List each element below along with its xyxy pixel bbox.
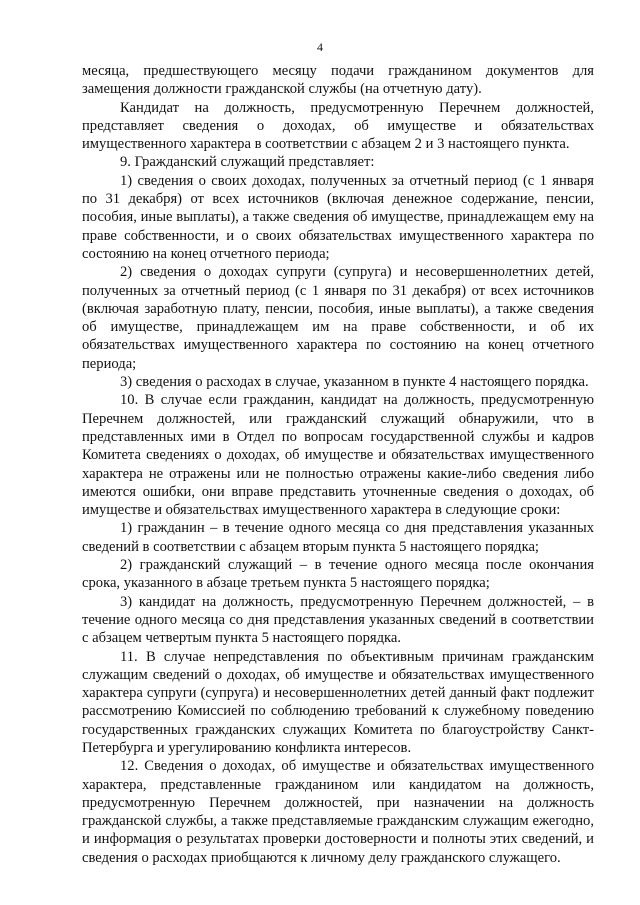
paragraph-item-9: 9. Гражданский служащий представляет: [120,154,375,171]
page-number: 4 [317,40,323,54]
paragraph-candidate: Кандидат на должность, предусмотренную Перечнем должностей, представляет сведения о доходах, об имуществе и обязательствах имущественного характера в соответствии с абзацем 2 и 3 настоящего пункта. [82,99,594,153]
paragraph-item-10-2: 2) гражданский служащий – в течение одного месяца после окончания срока, указанного в абзаце третьем пункта 5 настоящего порядка; [82,557,594,592]
paragraph-item-10: 10. В случае если гражданин, кандидат на должность, предусмотренную Перечнем должностей, или гражданский служащий обнаружили, что в представленных ими в Отдел по вопросам государственной службы и кадров Комитета сведениях о доходах, об имуществе и обязательствах имущественного характера не отражены или не полностью отражены какие-либо сведения либо имеются ошибки, они вправе представить уточненные сведения о доходах, об имуществе и обязательствах имущественного характера в следующие сроки: [82,392,594,519]
paragraph-item-11: 11. В случае непредставления по объективным причинам гражданским служащим сведений о доходах, об имуществе и обязательствах имущественного характера супруги (супруга) и несовершеннолетних детей данный факт подлежит рассмотрению Комиссией по соблюдению требований к служебному поведению государственных гражданских служащих Комитета по благоустройству Санкт-Петербурга и урегулированию конфликта интересов. [82,648,594,756]
paragraph-item-10-1: 1) гражданин – в течение одного месяца со дня представления указанных сведений в соответствии с абзацем вторым пункта 5 настоящего порядка; [82,520,594,555]
paragraph-item-9-2: 2) сведения о доходах супруги (супруга) и несовершеннолетних детей, полученных за отчетный период (с 1 января по 31 декабря) от всех источников (включая заработную плату, пенсии, пособия, иные выплаты), а также сведения об имуществе, принадлежащем им на праве собственности, и об их обязательствах имущественного характера по состоянию на конец отчетного периода; [82,264,594,372]
paragraph-continuation: месяца, предшествующего месяцу подачи гражданином документов для замещения должности гражданской службы (на отчетную дату). [82,63,594,98]
document-body [82,62,594,867]
paragraph-item-12: 12. Сведения о доходах, об имуществе и обязательствах имущественного характера, представленные гражданином или кандидатом на должность, предусмотренную Перечнем должностей, при назначении на должность гражданской службы, а также представляемые гражданским служащим ежегодно, и информация о результатах проверки достоверности и полноты этих сведений, и сведения о расходах приобщаются к личному делу гражданского служащего. [82,758,594,866]
paragraph-item-10-3: 3) кандидат на должность, предусмотренную Перечнем должностей, – в течение одного месяца со дня представления указанных сведений в соответствии с абзацем четвертым пункта 5 настоящего порядка. [82,593,594,647]
paragraph-item-9-1: 1) сведения о своих доходах, полученных за отчетный период (с 1 января по 31 декабря) от всех источников (включая денежное содержание, пенсии, пособия, иные выплаты), а также сведения об имуществе, принадлежащем ему на праве собственности, и о своих обязательствах имущественного характера по состоянию на конец отчетного периода; [82,172,594,262]
paragraph-item-9-3: 3) сведения о расходах в случае, указанном в пункте 4 настоящего порядка. [120,374,589,391]
